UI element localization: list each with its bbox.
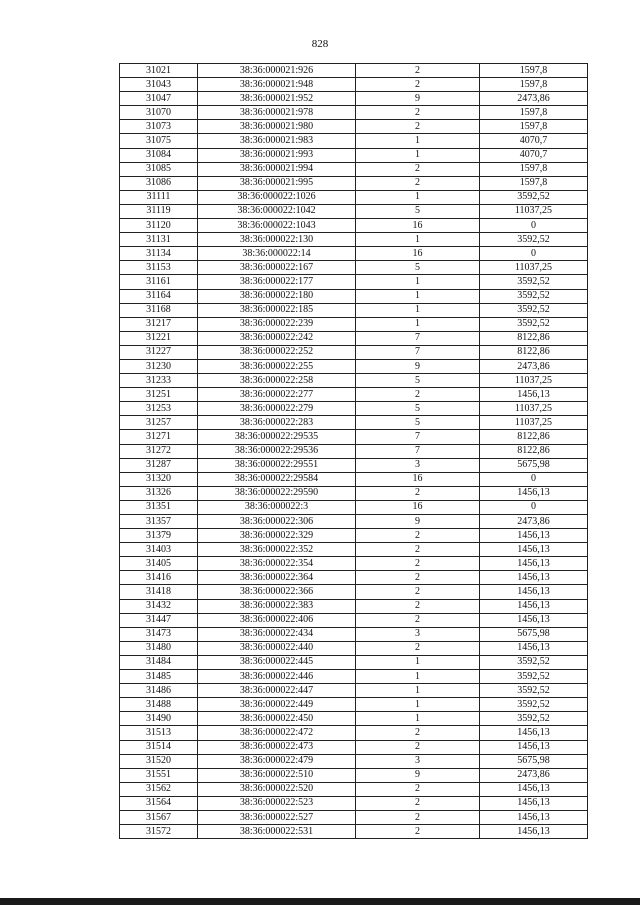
cadastral-number-cell: 38:36:000021:948	[198, 78, 356, 92]
record-number-cell: 31111	[120, 190, 198, 204]
value-cell: 3592,52	[480, 698, 588, 712]
group-code-cell: 5	[356, 204, 480, 218]
table-row	[120, 247, 588, 261]
record-number-cell: 31119	[120, 204, 198, 218]
group-code-cell: 16	[356, 472, 480, 486]
group-code-cell: 7	[356, 444, 480, 458]
cadastral-number-cell: 38:36:000022:29584	[198, 472, 356, 486]
value-cell: 1456,13	[480, 571, 588, 585]
table-row	[120, 331, 588, 345]
group-code-cell: 7	[356, 430, 480, 444]
value-cell: 3592,52	[480, 275, 588, 289]
table-row	[120, 219, 588, 233]
cadastral-number-cell: 38:36:000022:1042	[198, 204, 356, 218]
cadastral-number-cell: 38:36:000022:14	[198, 247, 356, 261]
table-row	[120, 92, 588, 106]
group-code-cell: 2	[356, 543, 480, 557]
value-cell: 4070,7	[480, 134, 588, 148]
cadastral-number-cell: 38:36:000022:167	[198, 261, 356, 275]
record-number-cell: 31447	[120, 613, 198, 627]
value-cell: 3592,52	[480, 190, 588, 204]
group-code-cell: 2	[356, 486, 480, 500]
value-cell: 5675,98	[480, 754, 588, 768]
group-code-cell: 16	[356, 247, 480, 261]
value-cell: 1597,8	[480, 106, 588, 120]
table-row	[120, 162, 588, 176]
table-row	[120, 388, 588, 402]
group-code-cell: 3	[356, 458, 480, 472]
table-row	[120, 204, 588, 218]
table-row	[120, 698, 588, 712]
group-code-cell: 2	[356, 810, 480, 824]
table-row	[120, 345, 588, 359]
table-row	[120, 684, 588, 698]
group-code-cell: 1	[356, 289, 480, 303]
value-cell: 2473,86	[480, 92, 588, 106]
value-cell: 2473,86	[480, 768, 588, 782]
cadastral-number-cell: 38:36:000022:434	[198, 627, 356, 641]
table-row	[120, 500, 588, 514]
table-row	[120, 64, 588, 78]
value-cell: 1456,13	[480, 543, 588, 557]
group-code-cell: 2	[356, 641, 480, 655]
table-row	[120, 261, 588, 275]
record-number-cell: 31326	[120, 486, 198, 500]
value-cell: 1456,13	[480, 529, 588, 543]
record-number-cell: 31320	[120, 472, 198, 486]
value-cell: 3592,52	[480, 684, 588, 698]
table-row	[120, 641, 588, 655]
cadastral-number-cell: 38:36:000021:994	[198, 162, 356, 176]
table-row	[120, 599, 588, 613]
record-number-cell: 31490	[120, 712, 198, 726]
value-cell: 1456,13	[480, 782, 588, 796]
value-cell: 8122,86	[480, 331, 588, 345]
cadastral-number-cell: 38:36:000022:29536	[198, 444, 356, 458]
value-cell: 4070,7	[480, 148, 588, 162]
record-number-cell: 31075	[120, 134, 198, 148]
record-number-cell: 31217	[120, 317, 198, 331]
cadastral-number-cell: 38:36:000021:926	[198, 64, 356, 78]
table-row	[120, 585, 588, 599]
value-cell: 1456,13	[480, 825, 588, 839]
cadastral-number-cell: 38:36:000021:993	[198, 148, 356, 162]
table-row	[120, 78, 588, 92]
group-code-cell: 9	[356, 515, 480, 529]
group-code-cell: 9	[356, 359, 480, 373]
group-code-cell: 1	[356, 712, 480, 726]
value-cell: 3592,52	[480, 233, 588, 247]
cadastral-number-cell: 38:36:000022:520	[198, 782, 356, 796]
group-code-cell: 1	[356, 233, 480, 247]
cadastral-number-cell: 38:36:000021:980	[198, 120, 356, 134]
record-number-cell: 31480	[120, 641, 198, 655]
cadastral-number-cell: 38:36:000022:1026	[198, 190, 356, 204]
record-number-cell: 31164	[120, 289, 198, 303]
table-row	[120, 486, 588, 500]
group-code-cell: 3	[356, 754, 480, 768]
table-row	[120, 120, 588, 134]
value-cell: 0	[480, 247, 588, 261]
record-number-cell: 31514	[120, 740, 198, 754]
group-code-cell: 2	[356, 726, 480, 740]
cadastral-number-cell: 38:36:000022:440	[198, 641, 356, 655]
group-code-cell: 9	[356, 92, 480, 106]
group-code-cell: 1	[356, 134, 480, 148]
record-number-cell: 31230	[120, 359, 198, 373]
cadastral-number-cell: 38:36:000022:329	[198, 529, 356, 543]
record-number-cell: 31134	[120, 247, 198, 261]
cadastral-number-cell: 38:36:000022:185	[198, 303, 356, 317]
value-cell: 8122,86	[480, 430, 588, 444]
value-cell: 1456,13	[480, 585, 588, 599]
record-number-cell: 31416	[120, 571, 198, 585]
value-cell: 5675,98	[480, 458, 588, 472]
group-code-cell: 2	[356, 796, 480, 810]
table-row	[120, 754, 588, 768]
value-cell: 3592,52	[480, 655, 588, 669]
group-code-cell: 5	[356, 402, 480, 416]
value-cell: 1456,13	[480, 641, 588, 655]
value-cell: 11037,25	[480, 402, 588, 416]
record-number-cell: 31272	[120, 444, 198, 458]
cadastral-number-cell: 38:36:000022:449	[198, 698, 356, 712]
value-cell: 1597,8	[480, 176, 588, 190]
group-code-cell: 1	[356, 275, 480, 289]
value-cell: 11037,25	[480, 416, 588, 430]
table-row	[120, 529, 588, 543]
cadastral-number-cell: 38:36:000022:446	[198, 670, 356, 684]
record-number-cell: 31251	[120, 388, 198, 402]
value-cell: 11037,25	[480, 261, 588, 275]
cadastral-number-cell: 38:36:000022:252	[198, 345, 356, 359]
record-number-cell: 31021	[120, 64, 198, 78]
value-cell: 8122,86	[480, 444, 588, 458]
record-number-cell: 31357	[120, 515, 198, 529]
record-number-cell: 31233	[120, 374, 198, 388]
group-code-cell: 16	[356, 219, 480, 233]
record-number-cell: 31418	[120, 585, 198, 599]
group-code-cell: 9	[356, 768, 480, 782]
cadastral-number-cell: 38:36:000022:3	[198, 500, 356, 514]
record-number-cell: 31070	[120, 106, 198, 120]
cadastral-number-cell: 38:36:000022:239	[198, 317, 356, 331]
cadastral-number-cell: 38:36:000022:523	[198, 796, 356, 810]
value-cell: 0	[480, 219, 588, 233]
record-number-cell: 31572	[120, 825, 198, 839]
group-code-cell: 1	[356, 317, 480, 331]
cadastral-number-cell: 38:36:000022:531	[198, 825, 356, 839]
group-code-cell: 3	[356, 627, 480, 641]
group-code-cell: 2	[356, 585, 480, 599]
record-number-cell: 31405	[120, 557, 198, 571]
table-row	[120, 670, 588, 684]
value-cell: 1456,13	[480, 599, 588, 613]
record-number-cell: 31513	[120, 726, 198, 740]
cadastral-number-cell: 38:36:000022:366	[198, 585, 356, 599]
value-cell: 1597,8	[480, 162, 588, 176]
value-cell: 1597,8	[480, 78, 588, 92]
record-number-cell: 31043	[120, 78, 198, 92]
record-number-cell: 31153	[120, 261, 198, 275]
group-code-cell: 7	[356, 345, 480, 359]
record-number-cell: 31131	[120, 233, 198, 247]
table-row	[120, 613, 588, 627]
record-number-cell: 31473	[120, 627, 198, 641]
cadastral-number-cell: 38:36:000022:177	[198, 275, 356, 289]
table-row	[120, 289, 588, 303]
group-code-cell: 2	[356, 599, 480, 613]
group-code-cell: 5	[356, 374, 480, 388]
record-number-cell: 31161	[120, 275, 198, 289]
table-row	[120, 190, 588, 204]
record-number-cell: 31168	[120, 303, 198, 317]
group-code-cell: 2	[356, 571, 480, 585]
table-row	[120, 176, 588, 190]
record-number-cell: 31271	[120, 430, 198, 444]
table-row	[120, 233, 588, 247]
value-cell: 1597,8	[480, 64, 588, 78]
cadastral-number-cell: 38:36:000022:473	[198, 740, 356, 754]
cadastral-number-cell: 38:36:000022:383	[198, 599, 356, 613]
record-number-cell: 31047	[120, 92, 198, 106]
cadastral-number-cell: 38:36:000021:952	[198, 92, 356, 106]
table-row	[120, 543, 588, 557]
group-code-cell: 1	[356, 684, 480, 698]
record-number-cell: 31221	[120, 331, 198, 345]
record-number-cell: 31520	[120, 754, 198, 768]
cadastral-number-cell: 38:36:000021:978	[198, 106, 356, 120]
value-cell: 0	[480, 472, 588, 486]
group-code-cell: 1	[356, 655, 480, 669]
cadastral-number-cell: 38:36:000022:130	[198, 233, 356, 247]
record-number-cell: 31253	[120, 402, 198, 416]
data-table	[119, 63, 588, 839]
cadastral-number-cell: 38:36:000022:352	[198, 543, 356, 557]
cadastral-number-cell: 38:36:000022:450	[198, 712, 356, 726]
table-row	[120, 275, 588, 289]
table-row	[120, 148, 588, 162]
record-number-cell: 31485	[120, 670, 198, 684]
cadastral-number-cell: 38:36:000022:510	[198, 768, 356, 782]
record-number-cell: 31086	[120, 176, 198, 190]
cadastral-number-cell: 38:36:000022:364	[198, 571, 356, 585]
table-row	[120, 458, 588, 472]
group-code-cell: 1	[356, 190, 480, 204]
cadastral-number-cell: 38:36:000022:277	[198, 388, 356, 402]
cadastral-number-cell: 38:36:000022:255	[198, 359, 356, 373]
table-row	[120, 134, 588, 148]
table-row	[120, 416, 588, 430]
value-cell: 1456,13	[480, 557, 588, 571]
group-code-cell: 2	[356, 782, 480, 796]
group-code-cell: 2	[356, 176, 480, 190]
table-row	[120, 402, 588, 416]
group-code-cell: 16	[356, 500, 480, 514]
record-number-cell: 31567	[120, 810, 198, 824]
page-bottom-edge	[0, 898, 640, 905]
value-cell: 3592,52	[480, 670, 588, 684]
record-number-cell: 31073	[120, 120, 198, 134]
record-number-cell: 31484	[120, 655, 198, 669]
group-code-cell: 2	[356, 106, 480, 120]
table-row	[120, 768, 588, 782]
table-row	[120, 515, 588, 529]
table-body	[120, 64, 588, 839]
record-number-cell: 31257	[120, 416, 198, 430]
cadastral-number-cell: 38:36:000022:306	[198, 515, 356, 529]
record-number-cell: 31432	[120, 599, 198, 613]
cadastral-number-cell: 38:36:000022:479	[198, 754, 356, 768]
cadastral-number-cell: 38:36:000022:258	[198, 374, 356, 388]
group-code-cell: 2	[356, 613, 480, 627]
record-number-cell: 31085	[120, 162, 198, 176]
table-row	[120, 359, 588, 373]
table-row	[120, 627, 588, 641]
record-number-cell: 31486	[120, 684, 198, 698]
value-cell: 5675,98	[480, 627, 588, 641]
table-row	[120, 430, 588, 444]
value-cell: 1456,13	[480, 810, 588, 824]
cadastral-number-cell: 38:36:000022:527	[198, 810, 356, 824]
cadastral-number-cell: 38:36:000022:447	[198, 684, 356, 698]
cadastral-number-cell: 38:36:000022:29551	[198, 458, 356, 472]
group-code-cell: 5	[356, 416, 480, 430]
group-code-cell: 7	[356, 331, 480, 345]
table-row	[120, 726, 588, 740]
record-number-cell: 31120	[120, 219, 198, 233]
table-row	[120, 740, 588, 754]
group-code-cell: 1	[356, 303, 480, 317]
cadastral-number-cell: 38:36:000022:445	[198, 655, 356, 669]
cadastral-number-cell: 38:36:000022:279	[198, 402, 356, 416]
group-code-cell: 2	[356, 557, 480, 571]
value-cell: 1456,13	[480, 613, 588, 627]
table-row	[120, 374, 588, 388]
value-cell: 2473,86	[480, 359, 588, 373]
value-cell: 11037,25	[480, 374, 588, 388]
value-cell: 3592,52	[480, 289, 588, 303]
group-code-cell: 2	[356, 78, 480, 92]
group-code-cell: 2	[356, 388, 480, 402]
value-cell: 8122,86	[480, 345, 588, 359]
group-code-cell: 2	[356, 529, 480, 543]
cadastral-number-cell: 38:36:000022:29590	[198, 486, 356, 500]
table-row	[120, 796, 588, 810]
group-code-cell: 2	[356, 120, 480, 134]
value-cell: 1456,13	[480, 740, 588, 754]
table-row	[120, 782, 588, 796]
group-code-cell: 1	[356, 670, 480, 684]
group-code-cell: 2	[356, 162, 480, 176]
table-row	[120, 655, 588, 669]
table-row	[120, 810, 588, 824]
table-row	[120, 825, 588, 839]
record-number-cell: 31084	[120, 148, 198, 162]
cadastral-number-cell: 38:36:000021:995	[198, 176, 356, 190]
value-cell: 2473,86	[480, 515, 588, 529]
record-number-cell: 31488	[120, 698, 198, 712]
record-number-cell: 31227	[120, 345, 198, 359]
table-row	[120, 571, 588, 585]
value-cell: 1456,13	[480, 796, 588, 810]
value-cell: 1456,13	[480, 726, 588, 740]
group-code-cell: 2	[356, 740, 480, 754]
value-cell: 1456,13	[480, 486, 588, 500]
value-cell: 1456,13	[480, 388, 588, 402]
group-code-cell: 2	[356, 64, 480, 78]
cadastral-number-cell: 38:36:000022:283	[198, 416, 356, 430]
cadastral-number-cell: 38:36:000022:29535	[198, 430, 356, 444]
cadastral-number-cell: 38:36:000022:406	[198, 613, 356, 627]
table-row	[120, 557, 588, 571]
table-row	[120, 472, 588, 486]
record-number-cell: 31379	[120, 529, 198, 543]
page-number: 828	[311, 38, 329, 50]
value-cell: 1597,8	[480, 120, 588, 134]
record-number-cell: 31551	[120, 768, 198, 782]
group-code-cell: 1	[356, 698, 480, 712]
cadastral-number-cell: 38:36:000022:180	[198, 289, 356, 303]
table-row	[120, 444, 588, 458]
group-code-cell: 5	[356, 261, 480, 275]
cadastral-number-cell: 38:36:000022:354	[198, 557, 356, 571]
value-cell: 3592,52	[480, 712, 588, 726]
table-row	[120, 317, 588, 331]
value-cell: 11037,25	[480, 204, 588, 218]
table-row	[120, 712, 588, 726]
record-number-cell: 31351	[120, 500, 198, 514]
cadastral-number-cell: 38:36:000022:472	[198, 726, 356, 740]
record-number-cell: 31287	[120, 458, 198, 472]
table-row	[120, 303, 588, 317]
cadastral-number-cell: 38:36:000021:983	[198, 134, 356, 148]
record-number-cell: 31562	[120, 782, 198, 796]
record-number-cell: 31564	[120, 796, 198, 810]
value-cell: 3592,52	[480, 303, 588, 317]
cadastral-number-cell: 38:36:000022:1043	[198, 219, 356, 233]
value-cell: 0	[480, 500, 588, 514]
value-cell: 3592,52	[480, 317, 588, 331]
table-row	[120, 106, 588, 120]
cadastral-number-cell: 38:36:000022:242	[198, 331, 356, 345]
record-number-cell: 31403	[120, 543, 198, 557]
group-code-cell: 1	[356, 148, 480, 162]
group-code-cell: 2	[356, 825, 480, 839]
